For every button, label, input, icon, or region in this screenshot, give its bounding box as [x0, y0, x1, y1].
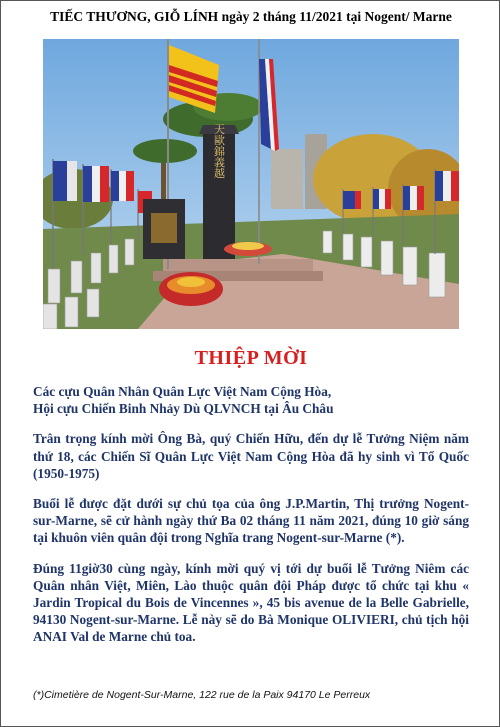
addressee [33, 383, 469, 417]
addressee-line-2: Hội cựu Chiến Binh Nhảy Dù QLVNCH tại Âu Châu [33, 401, 334, 417]
paragraph-ceremony-details: Buổi lễ được đặt dưới sự chủ tọa của ông J.P.Martin, Thị trưởng Nogent-sur-Marne, sẽ cử hành ngày thứ Ba 02 tháng 11 năm 2021, đúng 10 giờ sáng tại khuôn viên quân đội trong Nghĩa trang Nogent-sur-Marne (*). [33, 496, 469, 546]
flower-bouquets [224, 242, 272, 256]
palm-leaves [133, 139, 197, 163]
steps [163, 259, 313, 271]
paragraph-ceremony-invitation: Trân trọng kính mời Ông Bà, quý Chiến Hữu, đến dự lễ Tưởng Niệm năm thứ 18, các Chiến Sĩ Quân Lực Việt Nam Cộng Hòa đã hy sinh vì Tổ Quốc (1950-1975) [33, 431, 469, 481]
footnote-address: (*)Cimetière de Nogent-Sur-Marne, 122 rue de la Paix 94170 Le Perreux [33, 689, 371, 701]
invitation-title: THIỆP MỜI [194, 347, 308, 369]
memorial-plaque [151, 213, 177, 243]
memorial-photo [43, 39, 459, 329]
memorial-photo-illustration [43, 39, 459, 329]
addressee-line-1: Các cựu Quân Nhân Quân Lực Việt Nam Cộng Hòa, [33, 384, 332, 399]
invitation-body [33, 383, 469, 659]
paragraph-second-ceremony: Đúng 11giờ30 cùng ngày, kính mời quý vị tới dự buổi lễ Tưởng Niêm các Quân nhân Việt, Miên, Lào thuộc quân đội Pháp được tổ chức tại khu « Jardin Tropical du Bois de Vincennes », 45 bis avenue de la Belle Gabrielle, 94130 Nogent-sur-Marne. Lễ này sẽ do Bà Monique OLIVIERI, chủ tịch hội ANAI Val de Marne chủ toa. [33, 560, 469, 645]
monument-inscription: 天歐錦義越 [212, 123, 226, 179]
flower-wreath [159, 272, 223, 306]
page-header: TIẾC THƯƠNG, GIỖ LÍNH ngày 2 tháng 11/2021 tại Nogent/ Marne [50, 9, 452, 24]
building [271, 149, 303, 209]
